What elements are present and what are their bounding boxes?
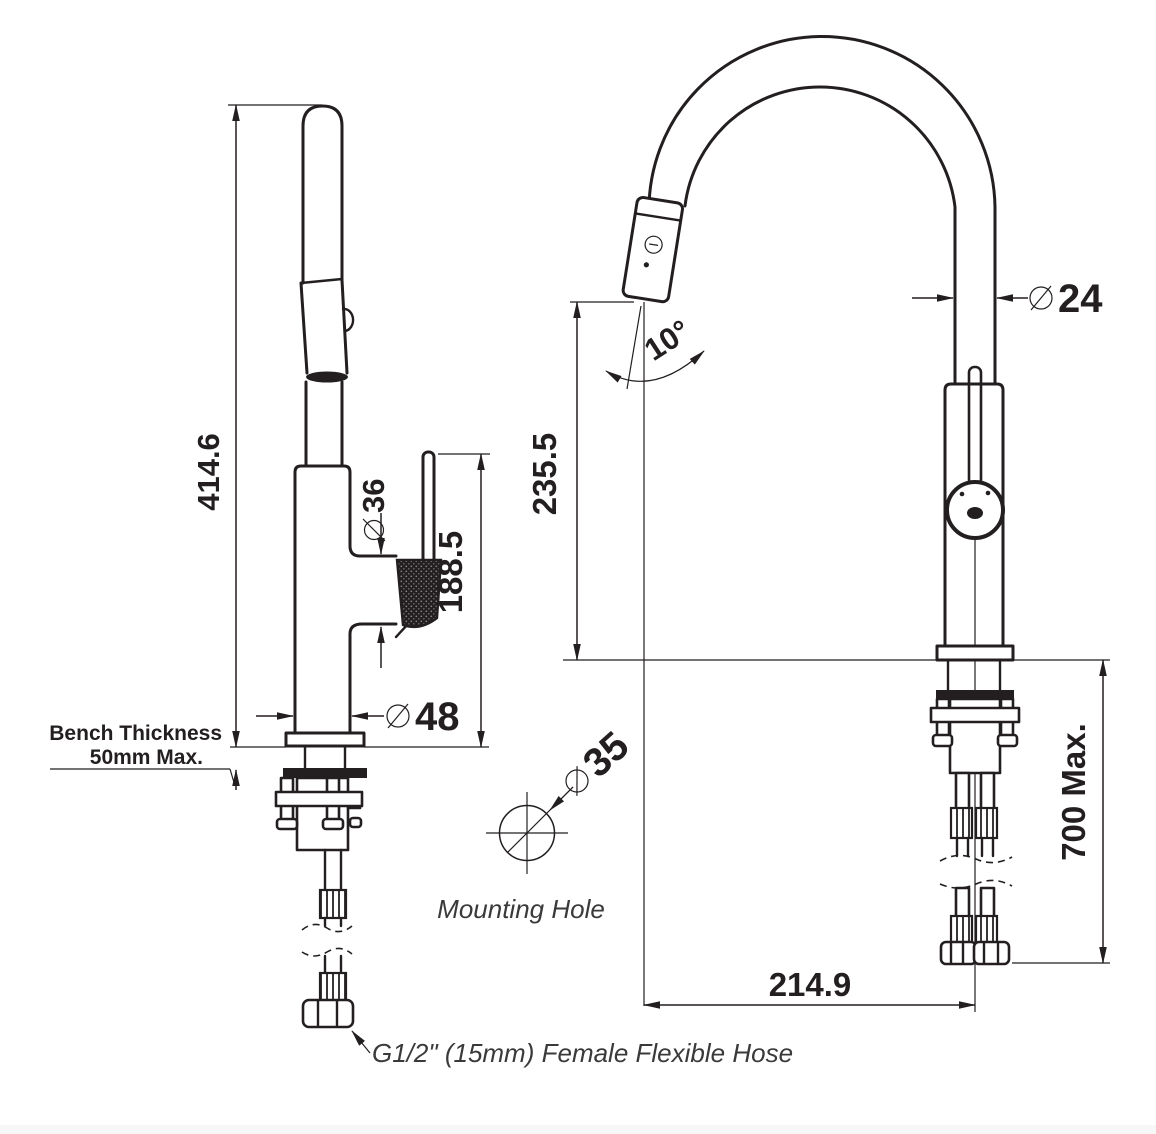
- diameter-symbol: [561, 765, 592, 796]
- mounting-hole-label: Mounting Hole: [437, 894, 605, 924]
- dim-handle-knob-diameter: 36: [356, 478, 391, 513]
- spout-tube-diameter-label: [1030, 277, 1103, 321]
- hub-center-cap: [967, 507, 983, 519]
- dim-spray-angle: 10°: [638, 312, 697, 368]
- side-washer: [283, 768, 367, 778]
- body-diameter-label: [387, 695, 460, 739]
- page-edge-bar: [0, 1125, 1156, 1134]
- diameter-symbol: [1030, 286, 1052, 310]
- diameter-symbol: [387, 704, 409, 728]
- front-washer: [936, 690, 1014, 699]
- mounting-hole-diameter-label: [554, 723, 637, 804]
- dim-spout-height: 235.5: [526, 432, 563, 516]
- dim-hose-drop: 700 Max.: [1055, 723, 1092, 861]
- dim-overall-height: 414.6: [191, 433, 226, 511]
- side-spout-tube: [303, 106, 342, 283]
- spray-head-front: [622, 197, 683, 303]
- handle-knob-diameter-label: [356, 479, 391, 541]
- front-base-flange: [937, 646, 1013, 660]
- hose-note: G1/2" (15mm) Female Flexible Hose: [372, 1038, 794, 1068]
- front-view-dimensions: [526, 277, 1110, 1006]
- bench-thickness-note-line1: Bench Thickness: [49, 722, 222, 745]
- hose-hex-nut-side: [303, 1000, 353, 1027]
- side-base-flange: [286, 733, 364, 746]
- hose-hex-nut-right: [974, 942, 1009, 964]
- hose-hex-nut-left: [941, 942, 976, 964]
- side-under-body: [297, 778, 348, 850]
- dim-spout-reach: 214.9: [768, 966, 852, 1003]
- side-mounting-bracket: [276, 792, 362, 806]
- side-spray-head: [301, 280, 347, 373]
- hose-crimp: [320, 890, 346, 918]
- dim-spout-tube-diameter: 24: [1058, 277, 1103, 321]
- dim-body-diameter: 48: [415, 695, 460, 739]
- gooseneck-inner: [685, 87, 955, 384]
- dim-handle-height: 188.5: [432, 530, 469, 614]
- gooseneck-outer: [649, 37, 995, 384]
- front-mounting-bracket: [931, 708, 1019, 722]
- bench-thickness-note-line2: 50mm Max.: [89, 746, 203, 769]
- side-view: [50, 106, 489, 1027]
- front-view: [563, 37, 1110, 1012]
- mounting-hole-detail: [437, 723, 637, 924]
- dim-mounting-hole-diameter: 35: [574, 723, 638, 786]
